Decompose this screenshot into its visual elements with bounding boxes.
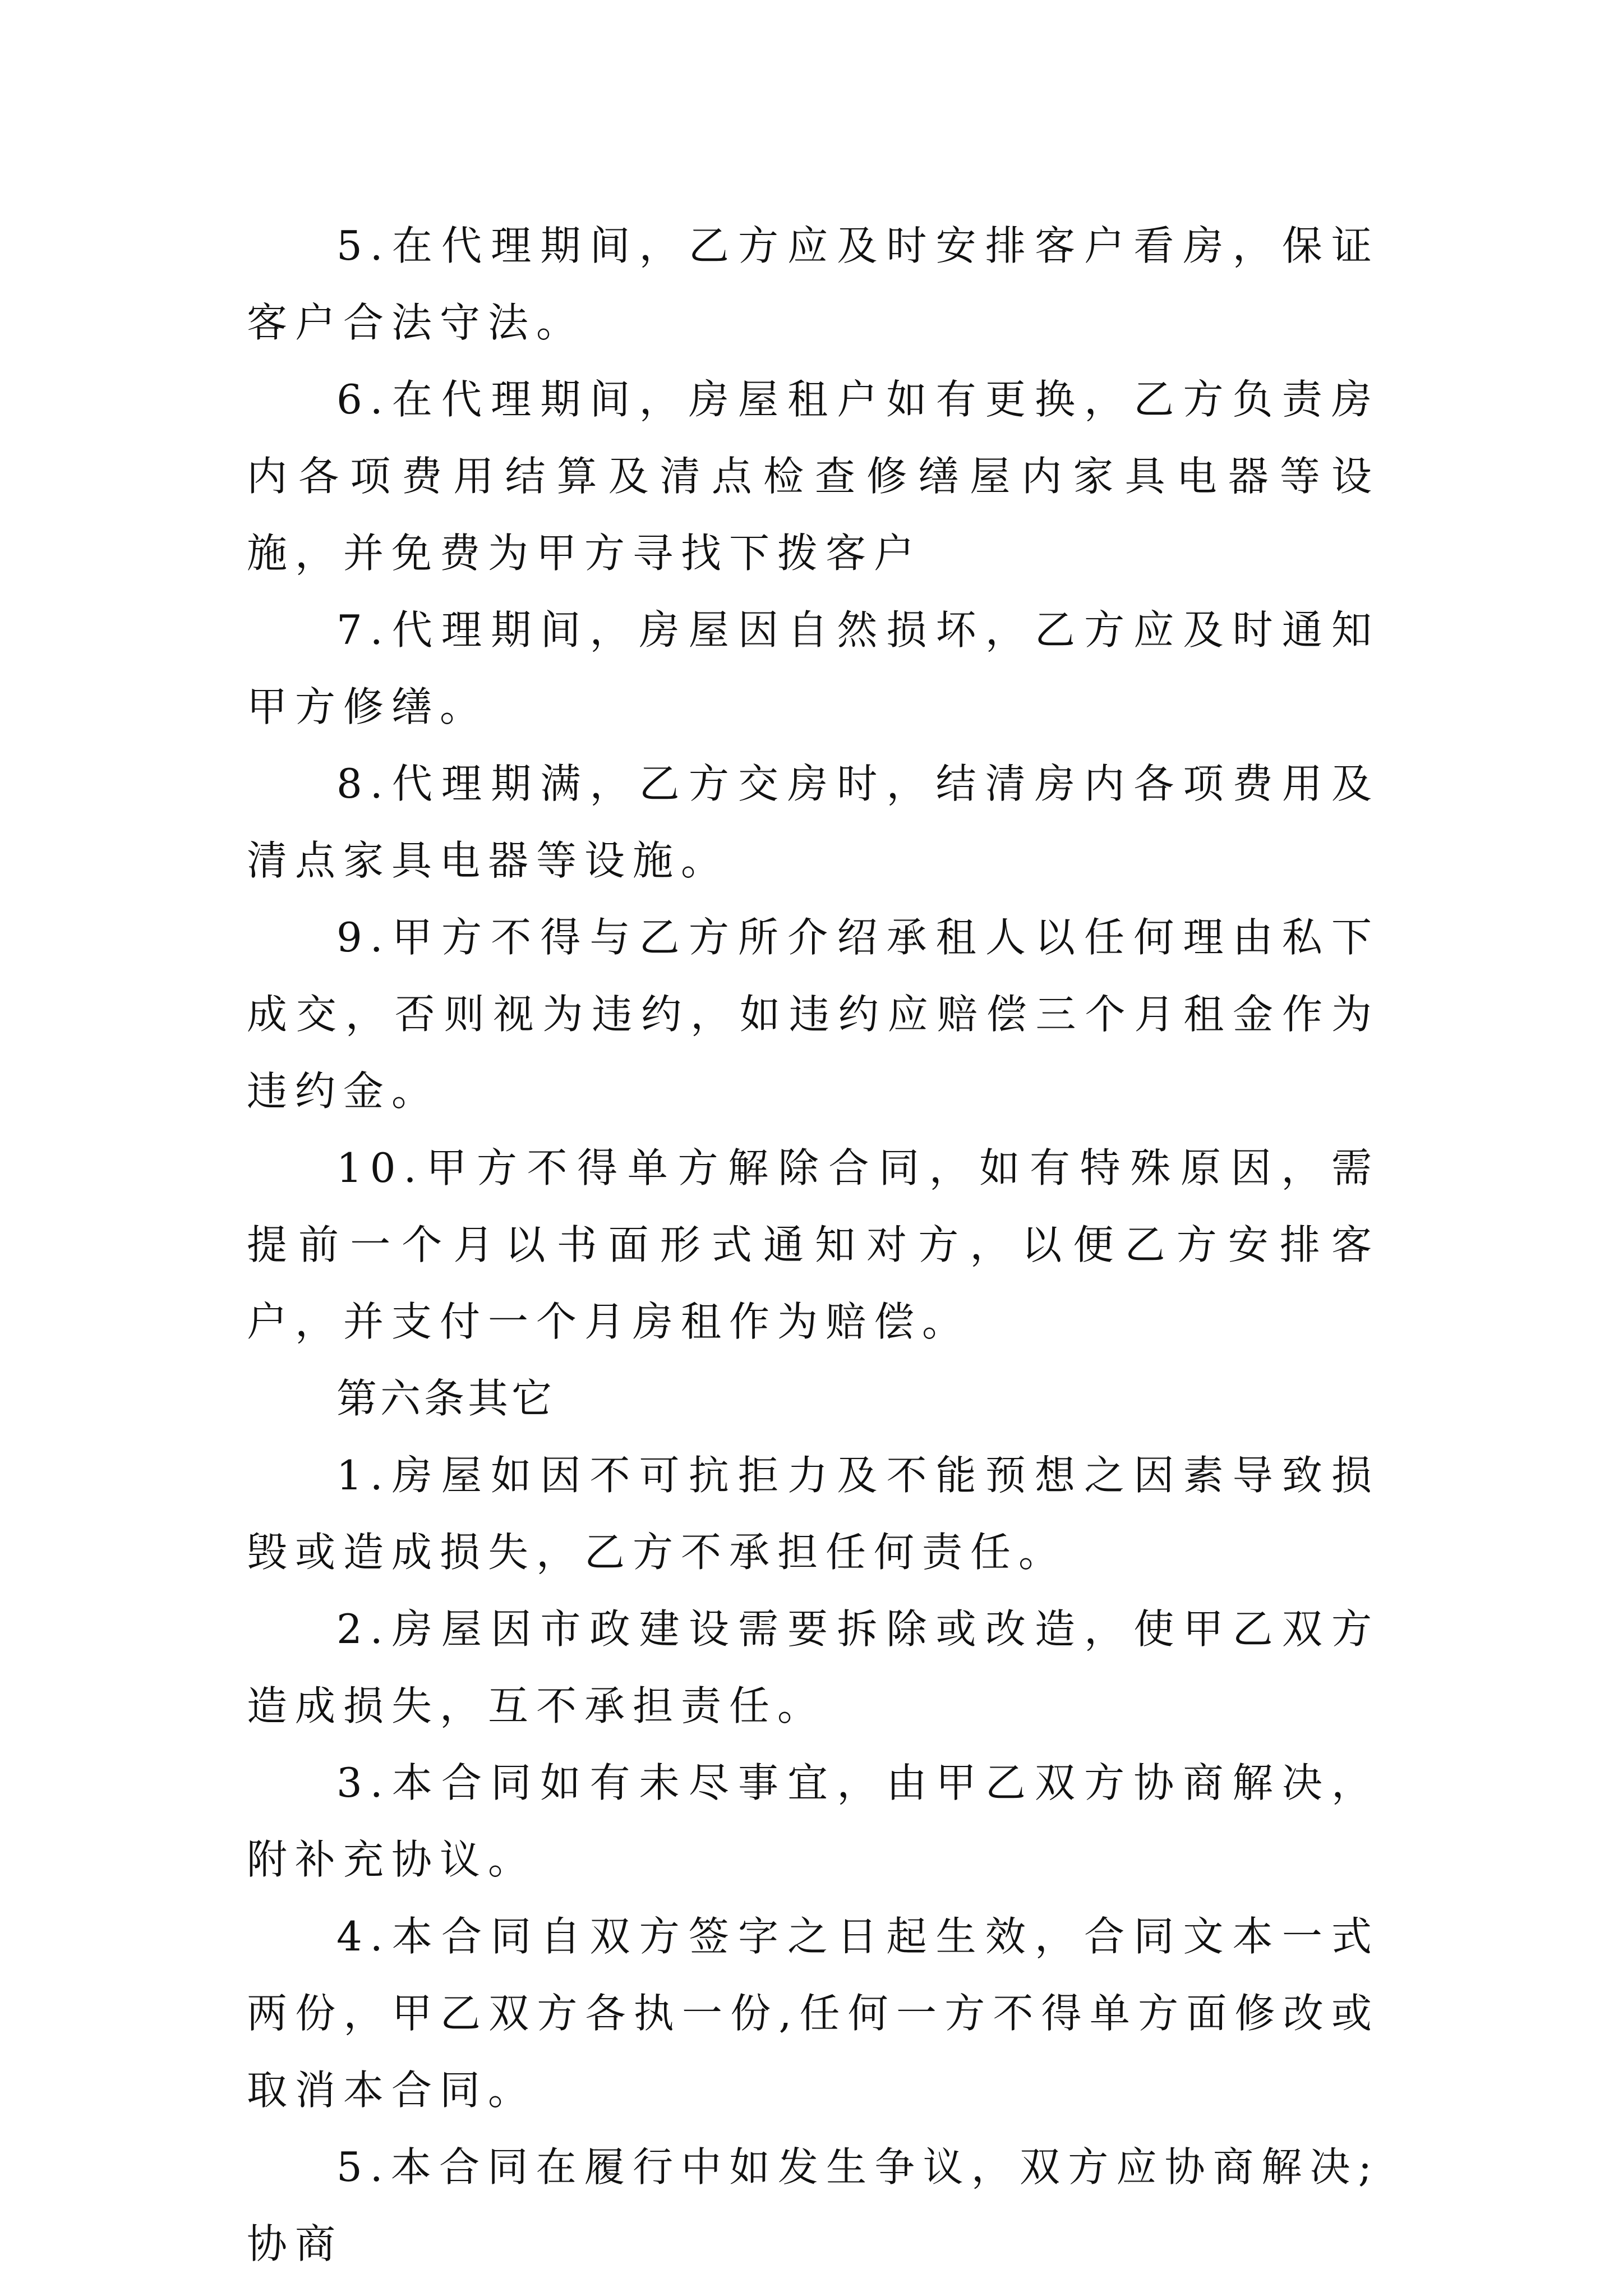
paragraph-other-4: 4.本合同自双方签字之日起生效，合同文本一式两份，甲乙双方各执一份,任何一方不得单方面修改或取消本合同。 [247,1913,1380,2114]
document-body [247,208,1380,2283]
section-heading-article-6: 第六条其它 [336,1375,556,1422]
paragraph-clause-8: 8.代理期满，乙方交房时，结清房内各项费用及清点家具电器等设施。 [247,760,1380,884]
paragraph-clause-9: 9.甲方不得与乙方所介绍承租人以任何理由私下成交，否则视为违约，如违约应赔偿三个月租金作为违约金。 [247,914,1380,1115]
paragraph-other-3: 3.本合同如有未尽事宜，由甲乙双方协商解决，附补充协议。 [247,1759,1380,1883]
paragraph-clause-7: 7.代理期间，房屋因自然损坏，乙方应及时通知甲方修缮。 [247,606,1380,730]
paragraph-clause-6: 6.在代理期间，房屋租户如有更换，乙方负责房内各项费用结算及清点检查修缮屋内家具电器等设施，并免费为甲方寻找下拨客户 [247,376,1380,577]
paragraph-other-1: 1.房屋如因不可抗拒力及不能预想之因素导致损毁或造成损失，乙方不承担任何责任。 [247,1452,1380,1576]
paragraph-other-2: 2.房屋因市政建设需要拆除或改造，使甲乙双方造成损失，互不承担责任。 [247,1605,1380,1729]
paragraph-clause-10: 10.甲方不得单方解除合同，如有特殊原因，需提前一个月以书面形式通知对方，以便乙方安排客户，并支付一个月房租作为赔偿。 [247,1144,1380,1345]
paragraph-clause-5: 5.在代理期间，乙方应及时安排客户看房，保证客户合法守法。 [247,222,1380,346]
paragraph-other-5: 5.本合同在履行中如发生争议，双方应协商解决;协商 [247,2143,1380,2267]
